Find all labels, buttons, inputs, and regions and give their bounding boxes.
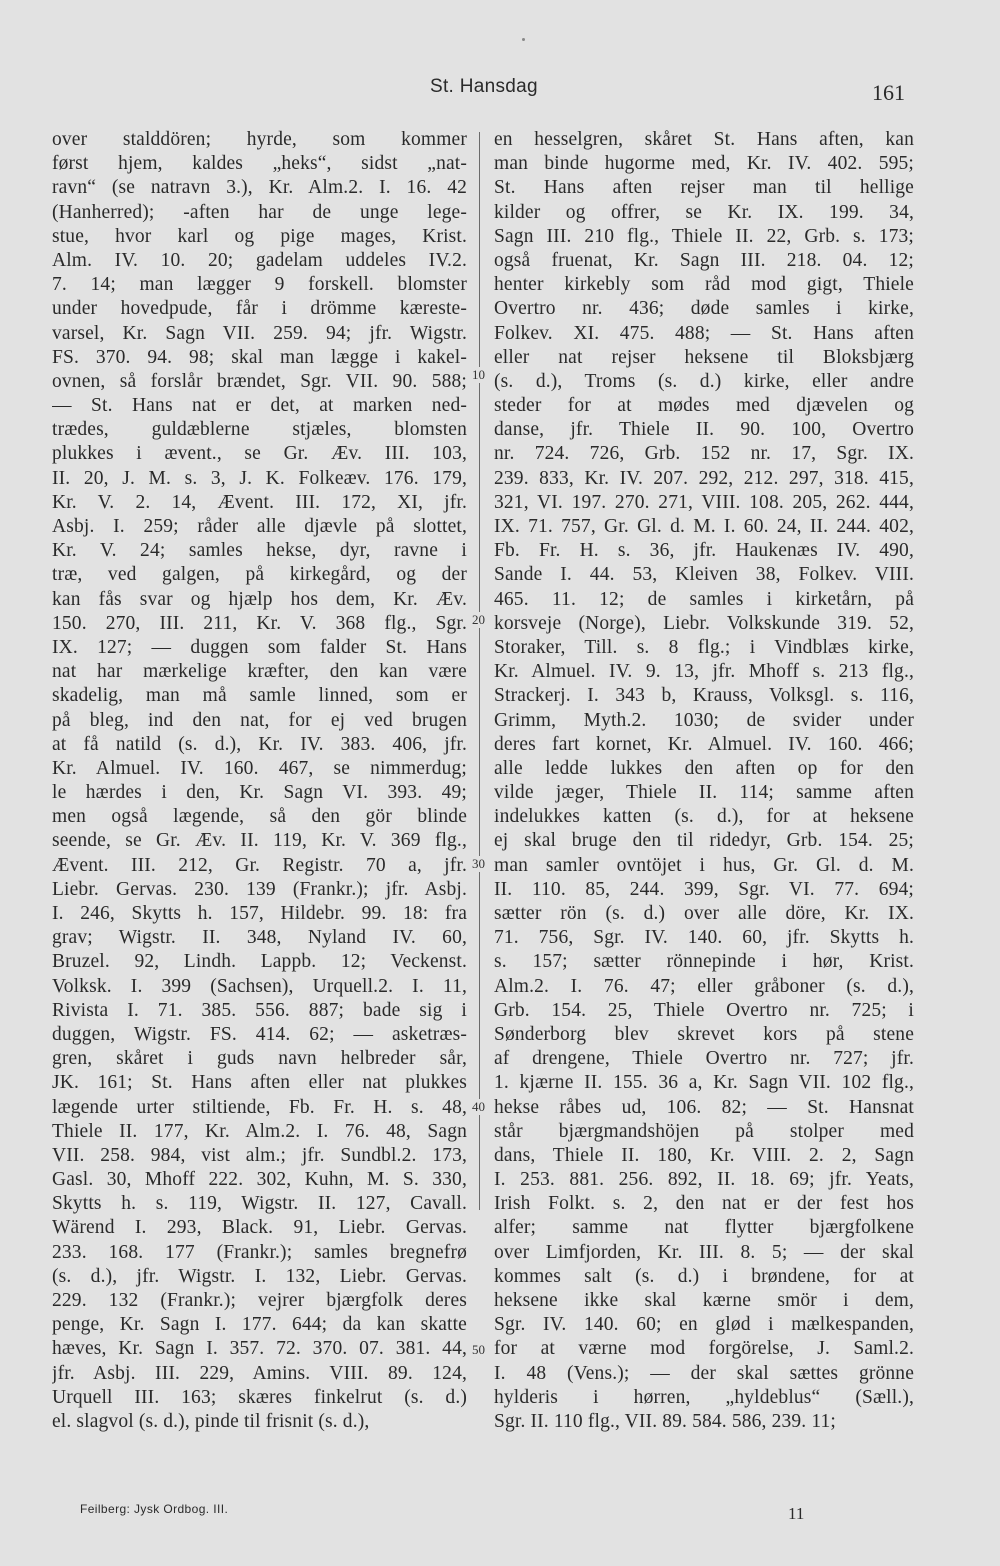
text-line: 71. 756, Sgr. IV. 140. 60, jfr. Skytts h.	[494, 927, 914, 949]
text-line: 150. 270, III. 211, Kr. V. 368 flg., Sgr.	[52, 612, 467, 634]
text-line: Alm. IV. 10. 20; gadelam uddeles IV.2.	[52, 249, 467, 271]
text-line: ovnen, så forslår brændet, Sgr. VII. 90. 588;	[52, 370, 467, 392]
text-line: alle ledde lukkes den aften op for den	[494, 757, 914, 779]
text-line: at få natild (s. d.), Kr. IV. 383. 406, jfr.	[52, 733, 467, 755]
text-line: først hjem, kaldes „heks“, sidst „nat-	[52, 153, 467, 175]
text-line: Kr. V. 2. 14, Ævent. III. 172, XI, jfr.	[52, 491, 467, 513]
text-line: for at værne mod forgörelse, J. Saml.2.	[494, 1338, 914, 1360]
text-line: 321, VI. 197. 270. 271, VIII. 108. 205, 262. 444,	[494, 491, 914, 513]
text-line: korsveje (Norge), Liebr. Volkskunde 319. 52,	[494, 612, 914, 634]
text-line: Folkev. XI. 475. 488; — St. Hans aften	[494, 322, 914, 344]
text-line: Liebr. Gervas. 230. 139 (Frankr.); jfr. Asbj.	[52, 878, 467, 900]
text-line: Irish Folkt. s. 2, den nat er der fest hos	[494, 1193, 914, 1215]
text-line: af drengene, Thiele Overtro nr. 727; jfr.	[494, 1048, 914, 1070]
text-line: nat har mærkelige kræfter, den kan være	[52, 661, 467, 683]
text-line: men også lægende, så den gör blinde	[52, 806, 467, 828]
text-line: over stalddören; hyrde, som kommer	[52, 129, 467, 150]
text-line: sætter rön (s. d.) over alle döre, Kr. IX.	[494, 903, 914, 924]
line-number-marker: 50	[472, 1342, 485, 1357]
text-line: Sønderborg blev skrevet kors på stene	[494, 1023, 914, 1045]
text-line: Urquell III. 163; skæres finkelrut (s. d.)	[52, 1386, 467, 1408]
text-line: en hesselgren, skåret St. Hans aften, kan	[494, 129, 914, 150]
text-line: Ævent. III. 212, Gr. Registr. 70 a, jfr.	[52, 854, 467, 876]
text-line: man samler ovntöjet i hus, Gr. Gl. d. M.	[494, 854, 914, 876]
text-line: Sande I. 44. 53, Kleiven 38, Folkev. VIII.	[494, 564, 914, 586]
scan-speck	[522, 38, 525, 41]
text-line: Strackerj. I. 343 b, Krauss, Volksgl. s. 116,	[494, 685, 914, 707]
text-line: gren, skåret i guds navn helbreder sår,	[52, 1048, 467, 1070]
text-line: Grimm, Myth.2. 1030; de svider under	[494, 709, 914, 731]
text-line: ravn“ (se natravn 3.), Kr. Alm.2. I. 16. 42	[52, 177, 467, 199]
text-line: Sgr. IV. 140. 60; en glød i mælkespanden,	[494, 1314, 914, 1336]
text-line: trædes, guldæblerne stjæles, blomsten	[52, 419, 467, 441]
text-line: indelukkes katten (s. d.), for at heksene	[494, 806, 914, 828]
text-line: hæves, Kr. Sagn I. 357. 72. 370. 07. 381. 44,	[52, 1338, 467, 1360]
text-line: står bjærgmandshöjen på stolper med	[494, 1120, 914, 1142]
text-line: dans, Thiele II. 180, Kr. VIII. 2. 2, Sagn	[494, 1144, 914, 1166]
text-line: skadelig, man må samle linned, som er	[52, 685, 467, 707]
text-line: Volksk. I. 399 (Sachsen), Urquell.2. I. 11,	[52, 975, 467, 997]
text-line: Sgr. II. 110 flg., VII. 89. 584. 586, 239. 11;	[494, 1410, 836, 1432]
text-line: Wärend I. 293, Black. 91, Liebr. Gervas.	[52, 1217, 467, 1239]
text-line: lægende urter stiltiende, Fb. Fr. H. s. 48,	[52, 1096, 467, 1118]
text-line: man binde hugorme med, Kr. IV. 402. 595;	[494, 153, 914, 175]
text-line: alfer; samme nat flytter bjærgfolkene	[494, 1217, 914, 1239]
text-line: Asbj. I. 259; råder alle djævle på slottet,	[52, 516, 467, 537]
text-line: på bleg, ind den nat, for ej ved brugen	[52, 709, 467, 731]
text-line: Grb. 154. 25, Thiele Overtro nr. 725; i	[494, 999, 914, 1021]
printer-signature: Feilberg: Jysk Ordbog. III.	[80, 1502, 229, 1516]
text-line: VII. 258. 984, vist alm.; jfr. Sundbl.2. 173,	[52, 1144, 467, 1166]
text-line: kommes salt (s. d.) i brøndene, for at	[494, 1265, 914, 1287]
running-title: St. Hansdag	[430, 76, 538, 97]
text-line: St. Hans aften rejser man til hellige	[494, 177, 914, 199]
page-number: 161	[872, 80, 905, 105]
text-line: nr. 724. 726, Grb. 152 nr. 17, Sgr. IX.	[494, 443, 914, 465]
signature-number: 11	[788, 1504, 805, 1523]
text-line: 239. 833, Kr. IV. 207. 292, 212. 297, 318. 415,	[494, 467, 914, 489]
text-line: steder for at mødes med djævelen og	[494, 395, 914, 417]
text-line: heksene ikke skal kærne smör i dem,	[494, 1290, 914, 1311]
text-line: Kr. Almuel. IV. 9. 13, jfr. Mhoff s. 213 flg.,	[494, 661, 914, 683]
text-line: IX. 71. 757, Gr. Gl. d. M. I. 60. 24, II. 244. 402,	[494, 516, 914, 537]
text-line: Thiele II. 177, Kr. Alm.2. I. 76. 48, Sagn	[52, 1120, 467, 1142]
text-line: over Limfjorden, Kr. III. 8. 5; — der skal	[494, 1241, 914, 1263]
text-line: ej skal bruge den til ridedyr, Grb. 154. 25;	[494, 830, 914, 852]
text-line: også fruenat, Kr. Sagn III. 218. 04. 12;	[494, 249, 914, 271]
text-line: penge, Kr. Sagn I. 177. 644; da kan skatte	[52, 1314, 467, 1336]
text-line: I. 48 (Vens.); — der skal sættes grönne	[494, 1362, 914, 1384]
text-line: Kr. V. 24; samles hekse, dyr, ravne i	[52, 540, 467, 562]
text-line: II. 20, J. M. s. 3, J. K. Folkeæv. 176. 179,	[52, 467, 467, 489]
text-line: Skytts h. s. 119, Wigstr. II. 127, Cavall.	[52, 1193, 467, 1215]
text-line: 7. 14; man lægger 9 forskell. blomster	[52, 274, 467, 296]
text-line: under hovedpude, får i drömme kæreste-	[52, 298, 467, 320]
text-line: — St. Hans nat er det, at marken ned-	[52, 395, 467, 417]
page-header	[0, 76, 1000, 106]
text-line: eller nat rejser heksene til Bloksbjærg	[494, 346, 914, 368]
text-line: Rivista I. 71. 385. 556. 887; bade sig i	[52, 999, 467, 1021]
text-line: FS. 370. 94. 98; skal man lægge i kakel-	[52, 346, 467, 368]
line-number-marker: 20	[472, 612, 485, 627]
line-number-marker: 30	[472, 856, 485, 871]
text-line: Kr. Almuel. IV. 160. 467, se nimmerdug;	[52, 757, 467, 779]
text-line: JK. 161; St. Hans aften eller nat plukkes	[52, 1072, 467, 1094]
text-line: danse, jfr. Thiele II. 90. 100, Overtro	[494, 419, 914, 441]
line-number-marker: 10	[472, 367, 485, 382]
text-line: jfr. Asbj. III. 229, Amins. VIII. 89. 124,	[52, 1362, 467, 1384]
text-line: stue, hvor karl og pige mages, Krist.	[52, 225, 467, 247]
text-line: 465. 11. 12; de samles i kirketårn, på	[494, 588, 914, 610]
text-line: plukkes i ævent., se Gr. Æv. III. 103,	[52, 443, 467, 465]
text-line: (s. d.), jfr. Wigstr. I. 132, Liebr. Gervas.	[52, 1265, 467, 1287]
text-line: kilder og offrer, se Kr. IX. 199. 34,	[494, 201, 914, 223]
text-line: vilde jæger, Thiele II. 114; samme aften	[494, 782, 914, 804]
text-line: hekse råbes ud, 106. 82; — St. Hansnat	[494, 1096, 914, 1118]
text-line: I. 246, Skytts h. 157, Hildebr. 99. 18: fra	[52, 903, 467, 924]
text-line: grav; Wigstr. II. 348, Nyland IV. 60,	[52, 927, 467, 949]
right-text-column	[494, 128, 914, 1434]
text-line: Bruzel. 92, Lindh. Lappb. 12; Veckenst.	[52, 951, 467, 973]
text-line: Storaker, Till. s. 8 flg.; i Vindblæs kirke,	[494, 636, 914, 658]
text-line: I. 253. 881. 256. 892, II. 18. 69; jfr. Yeats,	[494, 1169, 914, 1191]
text-line: kan fås svar og hjælp hos dem, Kr. Æv.	[52, 588, 467, 610]
text-line: 233. 168. 177 (Frankr.); samles bregnefrø	[52, 1241, 467, 1263]
text-line: Alm.2. I. 76. 47; eller gråboner (s. d.),	[494, 975, 914, 997]
text-line: (Hanherred); -aften har de unge lege-	[52, 201, 467, 223]
text-line: (s. d.), Troms (s. d.) kirke, eller andre	[494, 370, 914, 392]
text-line: træ, ved galgen, på kirkegård, og der	[52, 564, 467, 586]
text-line: II. 110. 85, 244. 399, Sgr. VI. 77. 694;	[494, 878, 914, 900]
text-line: el. slagvol (s. d.), pinde til frisnit (s. d.),	[52, 1410, 370, 1432]
text-line: varsel, Kr. Sagn VII. 259. 94; jfr. Wigstr.	[52, 322, 467, 344]
column-divider	[479, 132, 480, 1210]
text-line: 229. 132 (Frankr.); vejrer bjærgfolk deres	[52, 1290, 467, 1311]
text-line: seende, se Gr. Æv. II. 119, Kr. V. 369 flg.,	[52, 830, 467, 852]
text-line: duggen, Wigstr. FS. 414. 62; — asketræs-	[52, 1023, 467, 1045]
text-line: le hærdes i den, Kr. Sagn VI. 393. 49;	[52, 782, 467, 804]
left-text-column	[52, 128, 467, 1434]
text-line: Fb. Fr. H. s. 36, jfr. Haukenæs IV. 490,	[494, 540, 914, 562]
text-line: hylderis i hørren, „hyldeblus“ (Sæll.),	[494, 1386, 914, 1408]
line-number-marker: 40	[472, 1099, 485, 1114]
text-line: Sagn III. 210 flg., Thiele II. 22, Grb. s. 173;	[494, 225, 914, 247]
text-line: Gasl. 30, Mhoff 222. 302, Kuhn, M. S. 330,	[52, 1169, 467, 1191]
text-line: deres fart kornet, Kr. Almuel. IV. 160. 466;	[494, 733, 914, 755]
text-line: 1. kjærne II. 155. 36 a, Kr. Sagn VII. 102 flg.,	[494, 1072, 914, 1094]
text-line: Overtro nr. 436; døde samles i kirke,	[494, 298, 914, 320]
text-line: IX. 127; — duggen som falder St. Hans	[52, 636, 467, 658]
text-line: s. 157; sætter rönnepinde i hør, Krist.	[494, 951, 914, 973]
text-line: henter kirkebly som råd mod gigt, Thiele	[494, 274, 914, 296]
